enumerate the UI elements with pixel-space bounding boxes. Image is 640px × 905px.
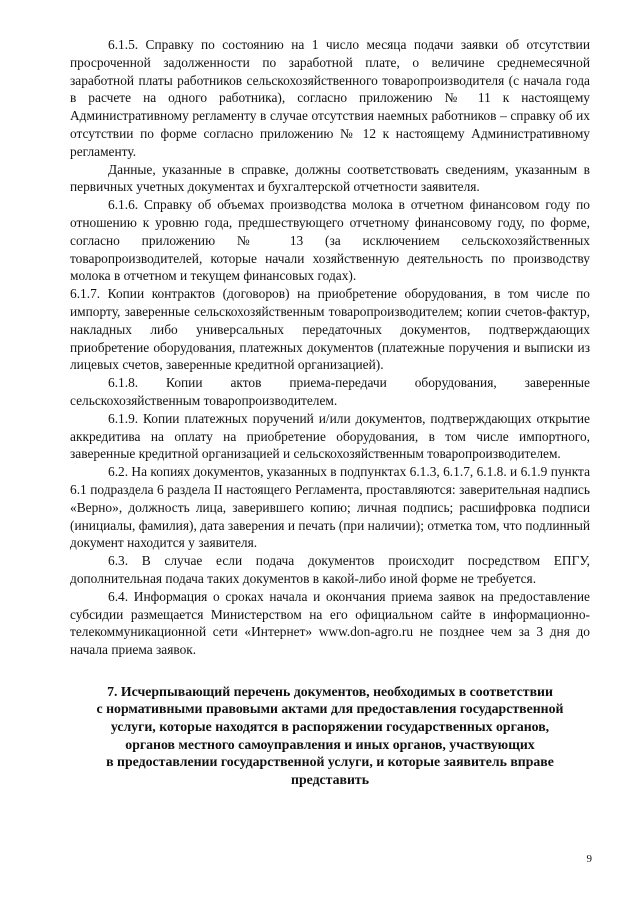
section-heading-line: представить [291,771,369,787]
paragraph-6-1-8: 6.1.8. Копии актов приема-передачи оборудования, заверенные сельскохозяйственным товаропроизводителем. [70,375,590,408]
paragraph-6-1-6: 6.1.6. Справку об объемах производства молока в отчетном финансовом году по отношению к уровню года, предшествующего отчетному финансовому году, по форме, согласно приложению № 13 (за исключением сельскохозяйственных товаропроизводителей, которые начали хозяйственную деятельность по производству молока в отчетном и текущем финансовых годах). [70,197,590,284]
paragraph-6-1-9: 6.1.9. Копии платежных поручений и/или документов, подтверждающих открытие аккредитива на оплату на приобретение оборудования, в том числе импортного, заверенные кредитной организацией и сельскохозяйственным товаропроизводителем. [70,410,590,462]
paragraph-6-1-7: 6.1.7. Копии контрактов (договоров) на приобретение оборудования, в том числе по импорту, заверенные сельскохозяйственным товаропроизводителем; копии счетов-фактур, накладных либо универсальных передаточных документов, подтверждающих приобретение оборудования, платежных документов (платежные поручения и выписки из лицевых счетов, заверенные кредитной организацией). [70,286,590,373]
paragraph-6-1-5: 6.1.5. Справку по состоянию на 1 число месяца подачи заявки об отсутствии просроченной задолженности по заработной плате, о величине среднемесячной заработной платы работников сельскохозяйственного товаропроизводителя (с начала года в расчете на одного работника), согласно приложению № 11 к настоящему Административному регламенту в случае отсутствия наемных работников – справку об их отсутствии по форме согласно приложению № 12 к настоящему Административному регламенту. [70,37,590,159]
paragraph-6-4: 6.4. Информация о сроках начала и окончания приема заявок на предоставление субсидии размещается Министерством на его официальном сайте в информационно-телекоммуникационной сети «Интернет» www.don-agro.ru не позднее чем за 3 дня до начала приема заявок. [70,588,590,658]
section-heading-line: услуги, которые находятся в распоряжении государственных органов, [110,719,550,735]
section-heading-line: органов местного самоуправления и иных органов, участвующих [125,736,535,752]
section-heading-line: с нормативными правовыми актами для предоставления государственной [96,701,564,717]
paragraph-6-3: 6.3. В случае если подача документов происходит посредством ЕПГУ, дополнительная подача таких документов в какой-либо иной форме не требуется. [70,553,590,586]
paragraph-data-note: Данные, указанные в справке, должны соответствовать сведениям, указанным в первичных учетных документах и бухгалтерской отчетности заявителя. [70,161,590,195]
section-heading-line: в предоставлении государственной услуги, и которые заявитель вправе [106,754,554,770]
paragraph-6-2: 6.2. На копиях документов, указанных в подпунктах 6.1.3, 6.1.7, 6.1.8. и 6.1.9 пункта 6.1 подраздела 6 раздела II настоящего Регламента, проставляются: заверительная надпись «Верно», должность лица, заверившего копию; личная подпись; расшифровка подписи (инициалы, фамилия), дата заверения и печать (при наличии); отметка том, что подлинный документ находится у заявителя. [70,464,591,551]
section-heading-line: 7. Исчерпывающий перечень документов, необходимых в соответствии [107,683,553,699]
section-7-heading [70,683,590,789]
page-number: 9 [586,853,592,865]
